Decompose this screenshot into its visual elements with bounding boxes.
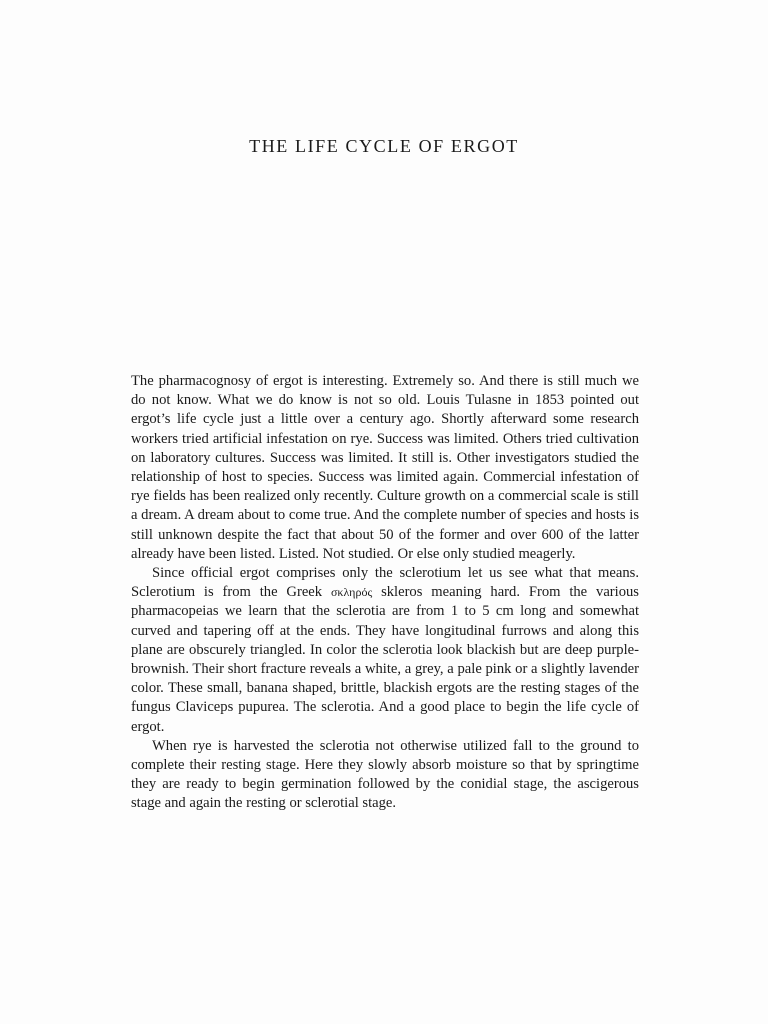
paragraph-2-text-start: Since official ergot comprises only the sclerotium let us see what that means. Sclerotium is from the Greek bbox=[131, 565, 639, 601]
paragraph-1: The pharmacognosy of ergot is interesting. Extremely so. And there is still much we do not know. What we do know is not so old. Louis Tulasne in 1853 pointed out ergot’s life cycle just a little over a century ago. Shortly afterward some research workers tried artificial infestation on rye. Success was limited. Others tried cultivation on laboratory cultures. Success was limited. It still is. Other investigators studied the relationship of host to species. Success was limited again. Commercial infestation of rye fields has been realized only recently. Culture growth on a commercial scale is still a dream. A dream about to come true. And the complete number of species and hosts is still unknown despite the fact that about 50 of the former and over 600 of the latter already have been listed. Listed. Not studied. Or else only studied meagerly. bbox=[131, 373, 639, 562]
greek-word: σκληρός bbox=[330, 585, 373, 600]
paragraph-3: When rye is harvested the sclerotia not otherwise utilized fall to the ground to complete their resting stage. Here they slowly absorb moisture so that by springtime they are ready to begin germination followed by the conidial stage, the ascigerous stage and again the resting or sclerotial stage. bbox=[131, 737, 639, 812]
chapter-title: THE LIFE CYCLE OF ERGOT bbox=[249, 136, 519, 156]
paragraph-2-text-end: skleros meaning hard. From the various pharmacopeias we learn that the sclerotia are from 1 to 5 cm long and somewhat curved and tapering off at the ends. They have longitudinal furrows and along this plane are obscurely triangled. In color the sclerotia look blackish but are deep purple-brownish. Their short fracture reveals a white, a grey, a pale pink or a slightly lavender color. These small, banana shaped, brittle, blackish ergots are the resting stages of the fungus Claviceps pupurea. The sclerotia. And a good place to begin the life cycle of ergot. bbox=[131, 584, 639, 735]
body-text bbox=[131, 372, 639, 814]
paragraph-2 bbox=[131, 564, 639, 737]
